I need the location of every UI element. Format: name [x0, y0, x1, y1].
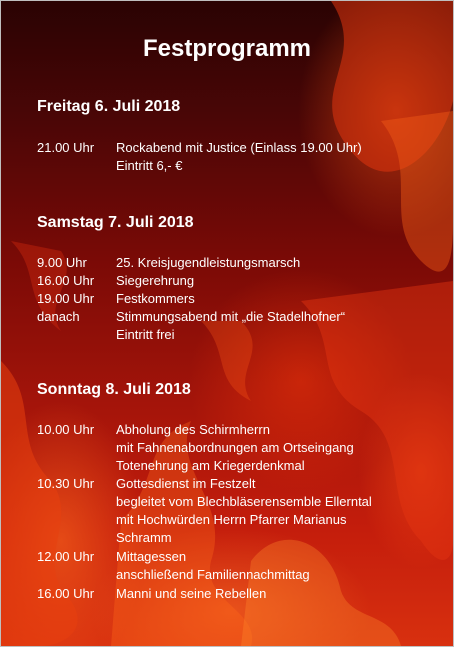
entry-line: Eintritt 6,- €	[116, 158, 183, 173]
entry-time: 16.00 Uhr	[37, 273, 95, 288]
entry-line: begleitet vom Blechbläserensemble Ellerntal	[116, 494, 372, 509]
entry-line: Rockabend mit Justice (Einlass 19.00 Uhr)	[116, 140, 362, 155]
entry-line: Eintritt frei	[116, 327, 175, 342]
entry-time: 21.00 Uhr	[37, 140, 95, 155]
entry-time: 12.00 Uhr	[37, 549, 95, 564]
day-heading-sunday: Sonntag 8. Juli 2018	[37, 381, 191, 398]
entry-time: 19.00 Uhr	[37, 291, 95, 306]
entry-time: 16.00 Uhr	[37, 586, 95, 601]
day-heading-saturday: Samstag 7. Juli 2018	[37, 214, 194, 231]
entry-time: 9.00 Uhr	[37, 255, 87, 270]
entry-line: anschließend Familiennachmittag	[116, 567, 310, 582]
entry-line: Mittagessen	[116, 549, 187, 564]
page-title: Festprogramm	[142, 35, 312, 62]
entry-line: Siegerehrung	[116, 273, 195, 288]
entry-line: Abholung des Schirmherrn	[116, 422, 270, 437]
entry-line: Stimmungsabend mit „die Stadelhofner“	[116, 309, 346, 324]
entry-line: Gottesdienst im Festzelt	[116, 476, 256, 491]
entry-line: Totenehrung am Kriegerdenkmal	[116, 458, 305, 473]
entry-line: Schramm	[116, 530, 172, 545]
entry-line: 25. Kreisjugendleistungsmarsch	[116, 255, 301, 270]
entry-time: danach	[37, 309, 80, 324]
entry-time: 10.00 Uhr	[37, 422, 95, 437]
day-heading-friday: Freitag 6. Juli 2018	[37, 98, 181, 115]
entry-time: 10.30 Uhr	[37, 476, 95, 491]
entry-line: mit Fahnenabordnungen am Ortseingang	[116, 440, 354, 455]
entry-line: mit Hochwürden Herrn Pfarrer Marianus	[116, 512, 347, 527]
entry-line: Festkommers	[116, 291, 195, 306]
entry-line: Manni und seine Rebellen	[116, 586, 267, 601]
